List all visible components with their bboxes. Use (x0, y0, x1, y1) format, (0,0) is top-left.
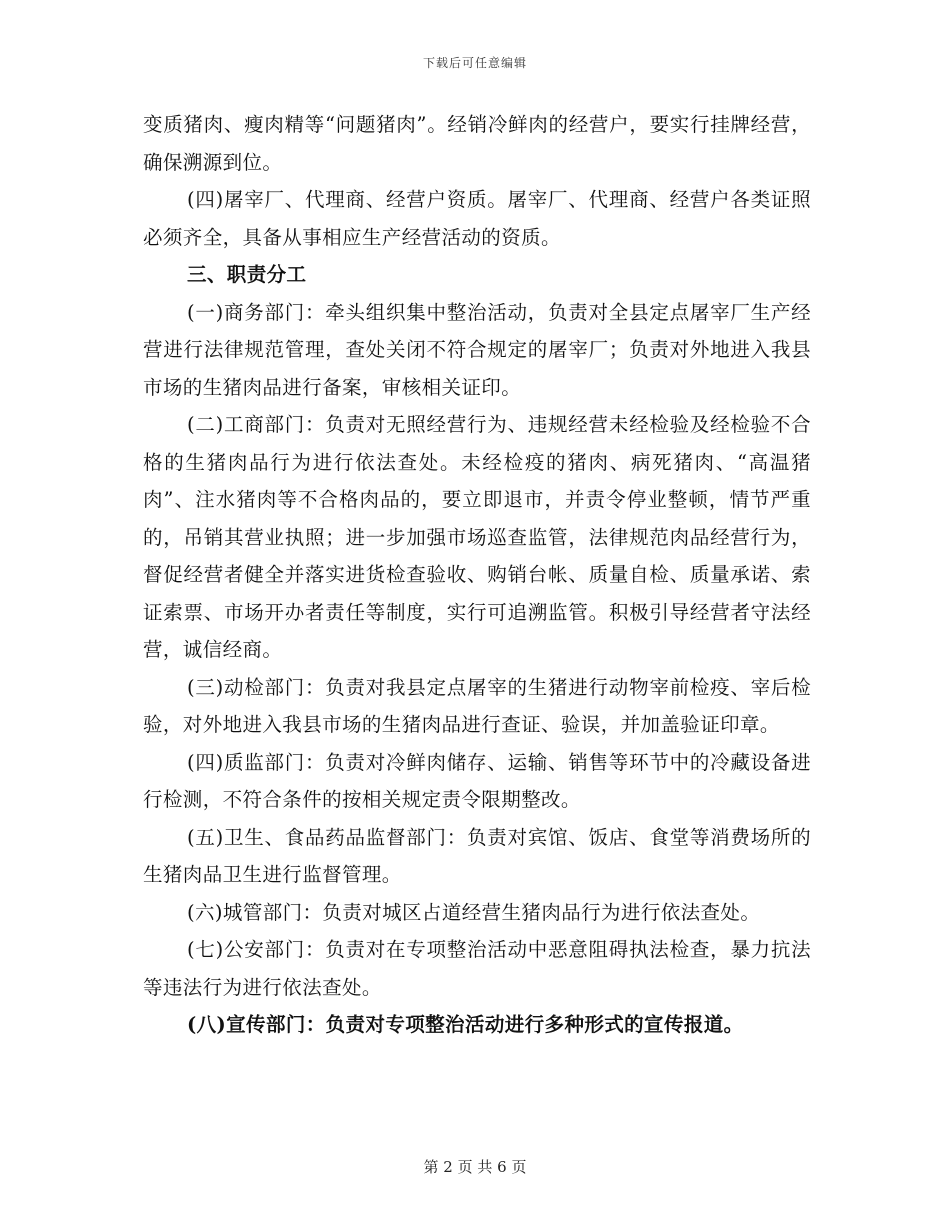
page-header: 下载后可任意编辑 (422, 56, 527, 70)
document-body (143, 106, 811, 1044)
paragraph-qualifications: (四)屠宰厂、代理商、经营户资质。屠宰厂、代理商、经营户各类证照必须齐全，具备从事相应生产经营活动的资质。 (143, 188, 811, 249)
paragraph-animal-inspection-dept: (三)动检部门：负责对我县定点屠宰的生猪进行动物宰前检疫、宰后检验，对外地进入我县市场的生猪肉品进行查证、验误，并加盖验证印章。 (143, 675, 811, 736)
paragraph-quality-supervision-dept: (四)质监部门：负责对冷鲜肉储存、运输、销售等环节中的冷藏设备进行检测，不符合条件的按相关规定责令限期整改。 (143, 750, 811, 811)
paragraph-public-security-dept: (七)公安部门：负责对在专项整治活动中恶意阻碍执法检查，暴力抗法等违法行为进行依法查处。 (143, 938, 811, 999)
paragraph-urban-management-dept: (六)城管部门：负责对城区占道经营生猪肉品行为进行依法查处。 (187, 900, 761, 924)
paragraph-commerce-dept: (一)商务部门：牵头组织集中整治活动，负责对全县定点屠宰厂生产经营进行法律规范管理，查处关闭不符合规定的屠宰厂；负责对外地进入我县市场的生猪肉品进行备案，审核相关证印。 (143, 300, 811, 399)
section-title-responsibilities: 三、职责分工 (187, 263, 307, 286)
page-number: 第 2 页 共 6 页 (423, 1158, 527, 1176)
paragraph-publicity-dept: (八)宣传部门：负责对专项整治活动进行多种形式的宣传报道。 (187, 1013, 744, 1036)
paragraph-health-food-drug-dept: (五)卫生、食品药品监督部门：负责对宾馆、饭店、食堂等消费场所的生猪肉品卫生进行监督管理。 (143, 825, 811, 886)
paragraph-problem-pork: 变质猪肉、瘦肉精等“问题猪肉”。经销冷鲜肉的经营户，要实行挂牌经营，确保溯源到位。 (143, 113, 811, 174)
paragraph-industry-commerce-dept: (二)工商部门：负责对无照经营行为、违规经营未经检验及经检验不合格的生猪肉品行为进行依法查处。未经检疫的猪肉、病死猪肉、“高温猪肉”、注水猪肉等不合格肉品的，要立即退市，并责令停业整顿，情节严重的，吊销其营业执照；进一步加强市场巡查监管，法律规范肉品经营行为，督促经营者健全并落实进货检查验收、购销台帐、质量自检、质量承诺、索证索票、市场开办者责任等制度，实行可追溯监管。积极引导经营者守法经营，诚信经商。 (143, 413, 811, 661)
